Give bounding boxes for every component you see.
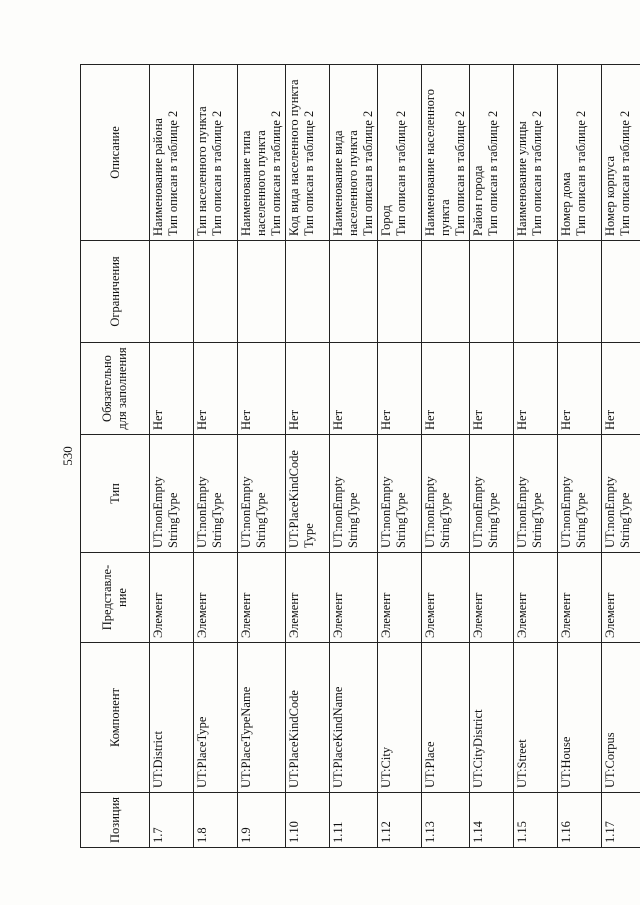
description-line: Тип описан в таблице 2	[210, 110, 224, 236]
table-row	[422, 65, 470, 848]
cell-restrictions	[602, 241, 640, 343]
cell-component: UT:PlaceKindCode	[286, 643, 330, 793]
description-line: населенного пункта	[254, 130, 268, 236]
table-row	[286, 65, 330, 848]
cell-representation: Элемент	[286, 553, 330, 643]
description-line: Наименование района	[151, 118, 165, 236]
cell-representation: Элемент	[238, 553, 286, 643]
table-row	[238, 65, 286, 848]
table-row	[330, 65, 378, 848]
cell-representation: Элемент	[422, 553, 470, 643]
cell-description	[422, 65, 470, 241]
cell-representation: Элемент	[470, 553, 514, 643]
cell-restrictions	[378, 241, 422, 343]
cell-component: UT:House	[558, 643, 602, 793]
cell-description	[286, 65, 330, 241]
table-row	[602, 65, 640, 848]
cell-type: UT:nonEmpty StringType	[238, 435, 286, 553]
table-row	[558, 65, 602, 848]
cell-required: Нет	[286, 343, 330, 435]
cell-position: 1.10	[286, 793, 330, 848]
cell-representation: Элемент	[378, 553, 422, 643]
description-line: Номер дома	[559, 172, 573, 236]
cell-required: Нет	[238, 343, 286, 435]
cell-position: 1.12	[378, 793, 422, 848]
cell-representation: Элемент	[602, 553, 640, 643]
cell-required: Нет	[470, 343, 514, 435]
cell-component: UT:Corpus	[602, 643, 640, 793]
description-line: Тип описан в таблице 2	[269, 110, 283, 236]
cell-restrictions	[330, 241, 378, 343]
description-line: населенного пункта	[346, 130, 360, 236]
cell-type: UT:nonEmpty StringType	[330, 435, 378, 553]
cell-restrictions	[194, 241, 238, 343]
components-table	[80, 64, 640, 848]
cell-description	[150, 65, 194, 241]
cell-type: UT:nonEmpty StringType	[514, 435, 558, 553]
cell-required: Нет	[514, 343, 558, 435]
header-description: Описание	[81, 65, 150, 241]
cell-type: UT:nonEmpty StringType	[150, 435, 194, 553]
table-row	[470, 65, 514, 848]
cell-position: 1.7	[150, 793, 194, 848]
description-line: Наименование улицы	[515, 121, 529, 236]
cell-component: UT:PlaceType	[194, 643, 238, 793]
cell-type: UT:nonEmpty StringType	[558, 435, 602, 553]
table-row	[150, 65, 194, 848]
cell-type: UT:nonEmpty StringType	[602, 435, 640, 553]
rotated-table-wrapper	[80, 65, 632, 848]
description-line: пункта	[438, 199, 452, 236]
cell-description	[470, 65, 514, 241]
page-number: 530	[60, 446, 75, 466]
cell-description	[238, 65, 286, 241]
cell-position: 1.15	[514, 793, 558, 848]
cell-component: UT:Street	[514, 643, 558, 793]
description-line: Тип описан в таблице 2	[394, 110, 408, 236]
cell-required: Нет	[378, 343, 422, 435]
header-restrictions: Ограничения	[81, 241, 150, 343]
description-line: Район города	[471, 165, 485, 236]
description-line: Тип описан в таблице 2	[486, 110, 500, 236]
cell-representation: Элемент	[194, 553, 238, 643]
cell-description	[378, 65, 422, 241]
cell-representation: Элемент	[150, 553, 194, 643]
cell-type: UT:nonEmpty StringType	[378, 435, 422, 553]
cell-component: UT:District	[150, 643, 194, 793]
cell-type: UT:nonEmpty StringType	[470, 435, 514, 553]
cell-description	[330, 65, 378, 241]
cell-component: UT:CityDistrict	[470, 643, 514, 793]
description-line: Тип населенного пункта	[195, 106, 209, 236]
cell-description	[602, 65, 640, 241]
cell-required: Нет	[558, 343, 602, 435]
cell-description	[558, 65, 602, 241]
cell-required: Нет	[422, 343, 470, 435]
cell-representation: Элемент	[514, 553, 558, 643]
cell-restrictions	[514, 241, 558, 343]
header-component: Компонент	[81, 643, 150, 793]
cell-representation: Элемент	[558, 553, 602, 643]
description-line: Тип описан в таблице 2	[618, 110, 632, 236]
description-line: Тип описан в таблице 2	[302, 110, 316, 236]
table-header-row	[81, 65, 150, 848]
header-type: Тип	[81, 435, 150, 553]
cell-restrictions	[422, 241, 470, 343]
cell-position: 1.11	[330, 793, 378, 848]
cell-position: 1.8	[194, 793, 238, 848]
cell-required: Нет	[194, 343, 238, 435]
cell-position: 1.17	[602, 793, 640, 848]
description-line: Номер корпуса	[603, 156, 617, 236]
cell-component: UT:Place	[422, 643, 470, 793]
cell-representation: Элемент	[330, 553, 378, 643]
cell-description	[514, 65, 558, 241]
cell-required: Нет	[602, 343, 640, 435]
table-row	[378, 65, 422, 848]
cell-required: Нет	[150, 343, 194, 435]
cell-type: UT:PlaceKindCode Type	[286, 435, 330, 553]
cell-position: 1.9	[238, 793, 286, 848]
cell-description	[194, 65, 238, 241]
cell-component: UT:City	[378, 643, 422, 793]
description-line: Наименование типа	[239, 130, 253, 236]
cell-type: UT:nonEmpty StringType	[194, 435, 238, 553]
table-row	[514, 65, 558, 848]
description-line: Тип описан в таблице 2	[574, 110, 588, 236]
description-line: Тип описан в таблице 2	[453, 110, 467, 236]
description-line: Тип описан в таблице 2	[166, 110, 180, 236]
cell-restrictions	[470, 241, 514, 343]
cell-component: UT:PlaceKindName	[330, 643, 378, 793]
header-required: Обязательно для заполнения	[81, 343, 150, 435]
cell-type: UT:nonEmpty StringType	[422, 435, 470, 553]
description-line: Наименование населенного	[423, 89, 437, 236]
description-line: Тип описан в таблице 2	[361, 110, 375, 236]
cell-position: 1.16	[558, 793, 602, 848]
cell-required: Нет	[330, 343, 378, 435]
cell-restrictions	[286, 241, 330, 343]
description-line: Код вида населенного пункта	[287, 79, 301, 236]
header-representation: Представле-ние	[81, 553, 150, 643]
header-position: Позиция	[81, 793, 150, 848]
cell-component: UT:PlaceTypeName	[238, 643, 286, 793]
table-row	[194, 65, 238, 848]
cell-position: 1.14	[470, 793, 514, 848]
description-line: Город	[379, 205, 393, 236]
description-line: Тип описан в таблице 2	[530, 110, 544, 236]
cell-position: 1.13	[422, 793, 470, 848]
cell-restrictions	[150, 241, 194, 343]
cell-restrictions	[238, 241, 286, 343]
description-line: Наименование вида	[331, 130, 345, 236]
cell-restrictions	[558, 241, 602, 343]
